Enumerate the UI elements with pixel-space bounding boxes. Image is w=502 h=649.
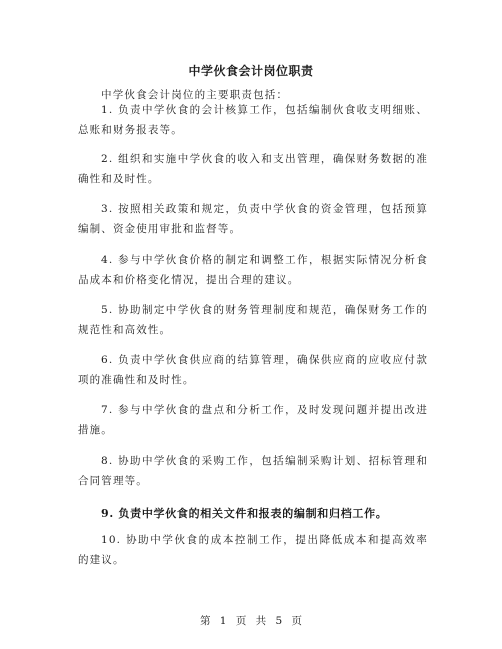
list-item-6: 6. 负责中学伙食供应商的结算管理，确保供应商的应收应付款项的准确性和及时性。 xyxy=(78,354,428,386)
list-item-10: 10. 协助中学伙食的成本控制工作，提出降低成本和提高效率的建议。 xyxy=(78,534,428,566)
list-item-7: 7. 参与中学伙食的盘点和分析工作，及时发现问题并提出改进措施。 xyxy=(78,404,428,436)
intro-text: 中学伙食会计岗位的主要职责包括： xyxy=(101,89,289,101)
list-item-1: 1. 负责中学伙食的会计核算工作，包括编制伙食收支明细账、总账和财务报表等。 xyxy=(78,104,428,136)
list-item-5: 5. 协助制定中学伙食的财务管理制度和规范，确保财务工作的规范性和高效性。 xyxy=(78,304,428,336)
list-item-8: 8. 协助中学伙食的采购工作，包括编制采购计划、招标管理和合同管理等。 xyxy=(78,455,428,487)
list-item-9: 9. 负责中学伙食的相关文件和报表的编制和归档工作。 xyxy=(101,507,388,520)
list-item-3: 3. 按照相关政策和规定，负责中学伙食的资金管理，包括预算编制、资金使用审批和监督等。 xyxy=(78,203,428,235)
page-title: 中学伙食会计岗位职责 xyxy=(188,64,314,78)
list-item-2: 2. 组织和实施中学伙食的收入和支出管理，确保财务数据的准确性和及时性。 xyxy=(78,153,428,185)
page-number-footer: 第 1 页 共 5 页 xyxy=(199,615,303,627)
list-item-4: 4. 参与中学伙食价格的制定和调整工作，根据实际情况分析食品成本和价格变化情况，提出合理的建议。 xyxy=(78,254,428,286)
